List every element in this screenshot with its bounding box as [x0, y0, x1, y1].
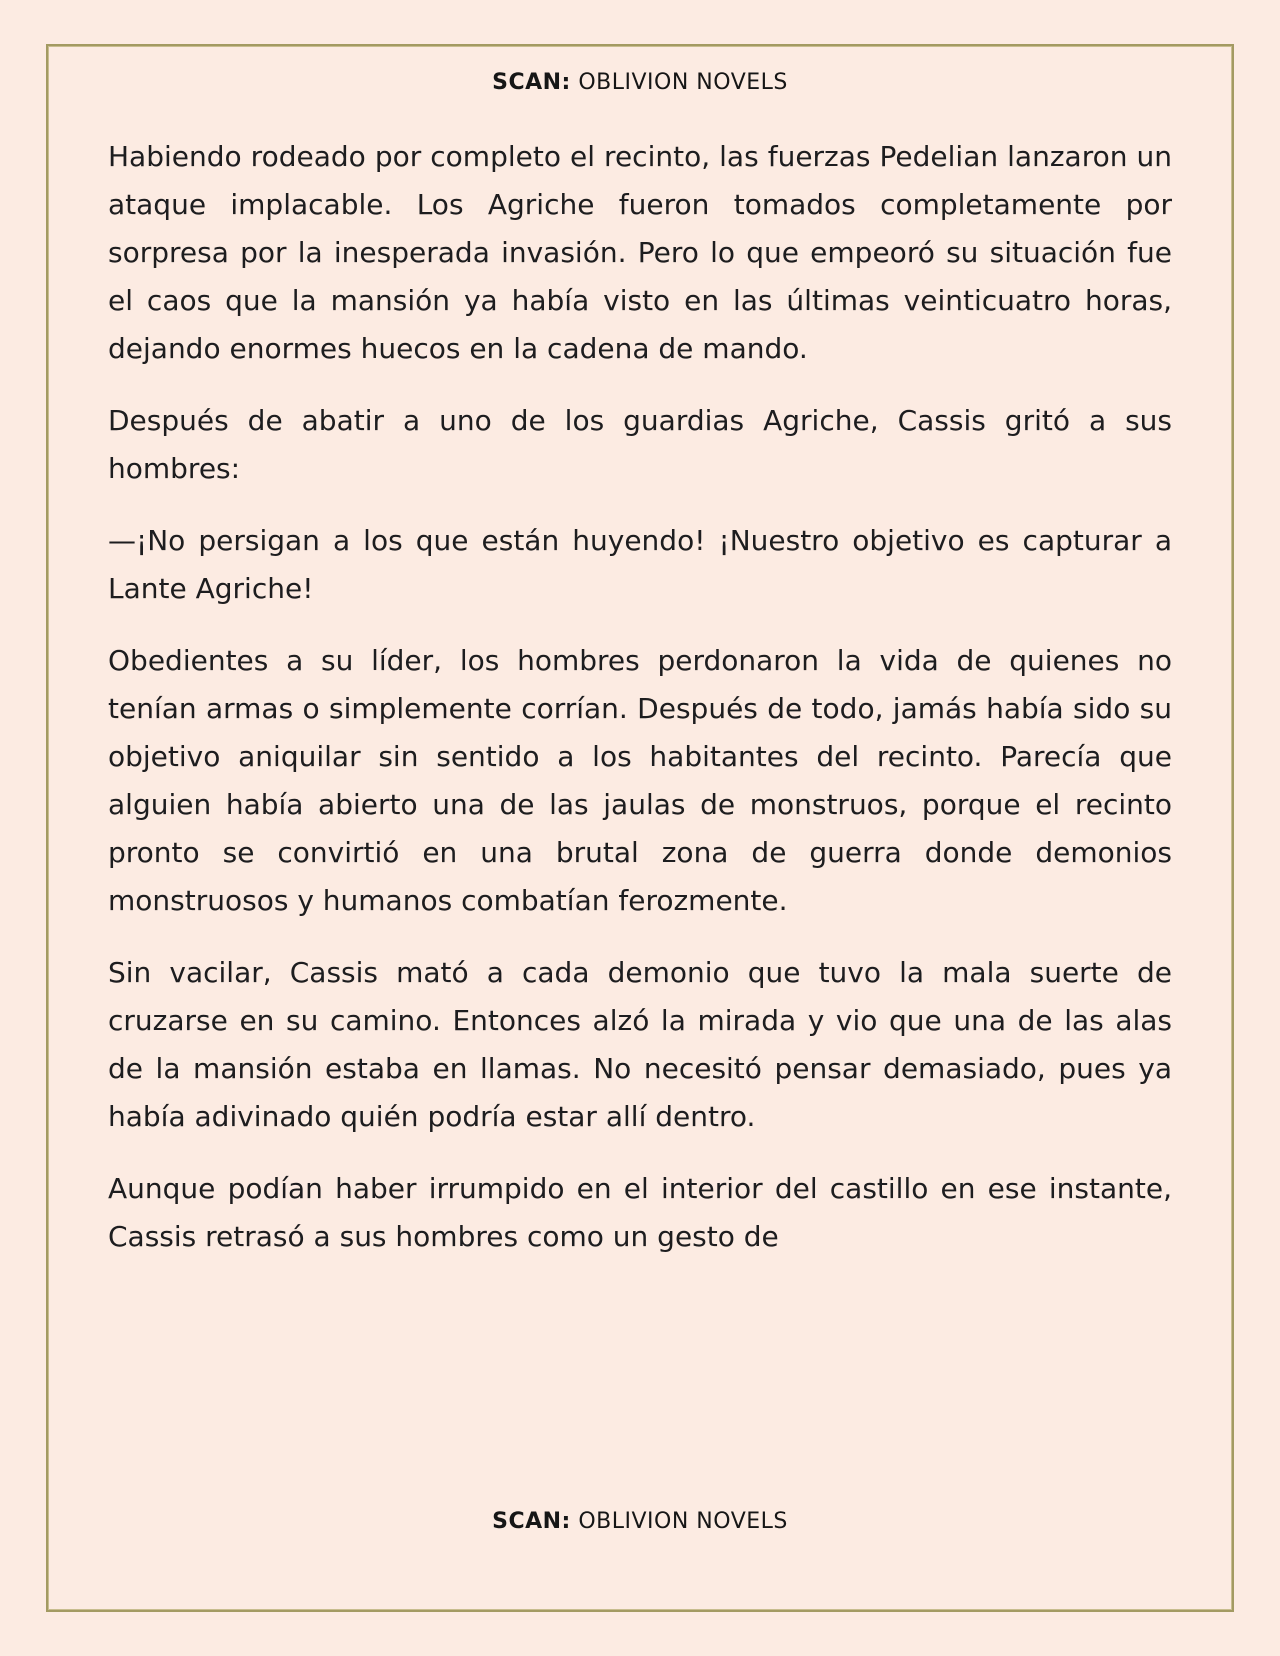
header-scan-label: SCAN:	[492, 70, 571, 95]
page-content	[46, 44, 1234, 1612]
paragraph: Aunque podían haber irrumpido en el interior del castillo en ese instante, Cassis retrasó a sus hombres como un gesto de	[108, 1172, 1172, 1253]
paragraph: —¡No persigan a los que están huyendo! ¡Nuestro objetivo es capturar a Lante Agriche!	[108, 524, 1172, 605]
paragraph: Obedientes a su líder, los hombres perdonaron la vida de quienes no tenían armas o simplemente corrían. Después de todo, jamás había sido su objetivo aniquilar sin sentido a los habitantes del recinto. Parecía que alguien había abierto una de las jaulas de monstruos, porque el recinto pronto se convirtió en una brutal zona de guerra donde demonios monstruosos y humanos combatían ferozmente.	[108, 644, 1172, 917]
header-scan-credit	[108, 70, 1172, 95]
footer-scan-label: SCAN:	[492, 1509, 571, 1534]
paragraph: Después de abatir a uno de los guardias Agriche, Cassis gritó a sus hombres:	[108, 404, 1172, 485]
header-scan-title: OBLIVION NOVELS	[570, 70, 788, 95]
footer-scan-credit	[0, 1509, 1280, 1534]
body-text	[108, 133, 1172, 1261]
footer-scan-title: OBLIVION NOVELS	[570, 1509, 788, 1534]
paragraph: Sin vacilar, Cassis mató a cada demonio que tuvo la mala suerte de cruzarse en su camino. Entonces alzó la mirada y vio que una de las alas de la mansión estaba en llamas. No necesitó pensar demasiado, pues ya había adivinado quién podría estar allí dentro.	[108, 956, 1172, 1133]
paragraph: Habiendo rodeado por completo el recinto, las fuerzas Pedelian lanzaron un ataque implacable. Los Agriche fueron tomados completamente por sorpresa por la inesperada invasión. Pero lo que empeoró su situación fue el caos que la mansión ya había visto en las últimas veinticuatro horas, dejando enormes huecos en la cadena de mando.	[108, 140, 1172, 365]
